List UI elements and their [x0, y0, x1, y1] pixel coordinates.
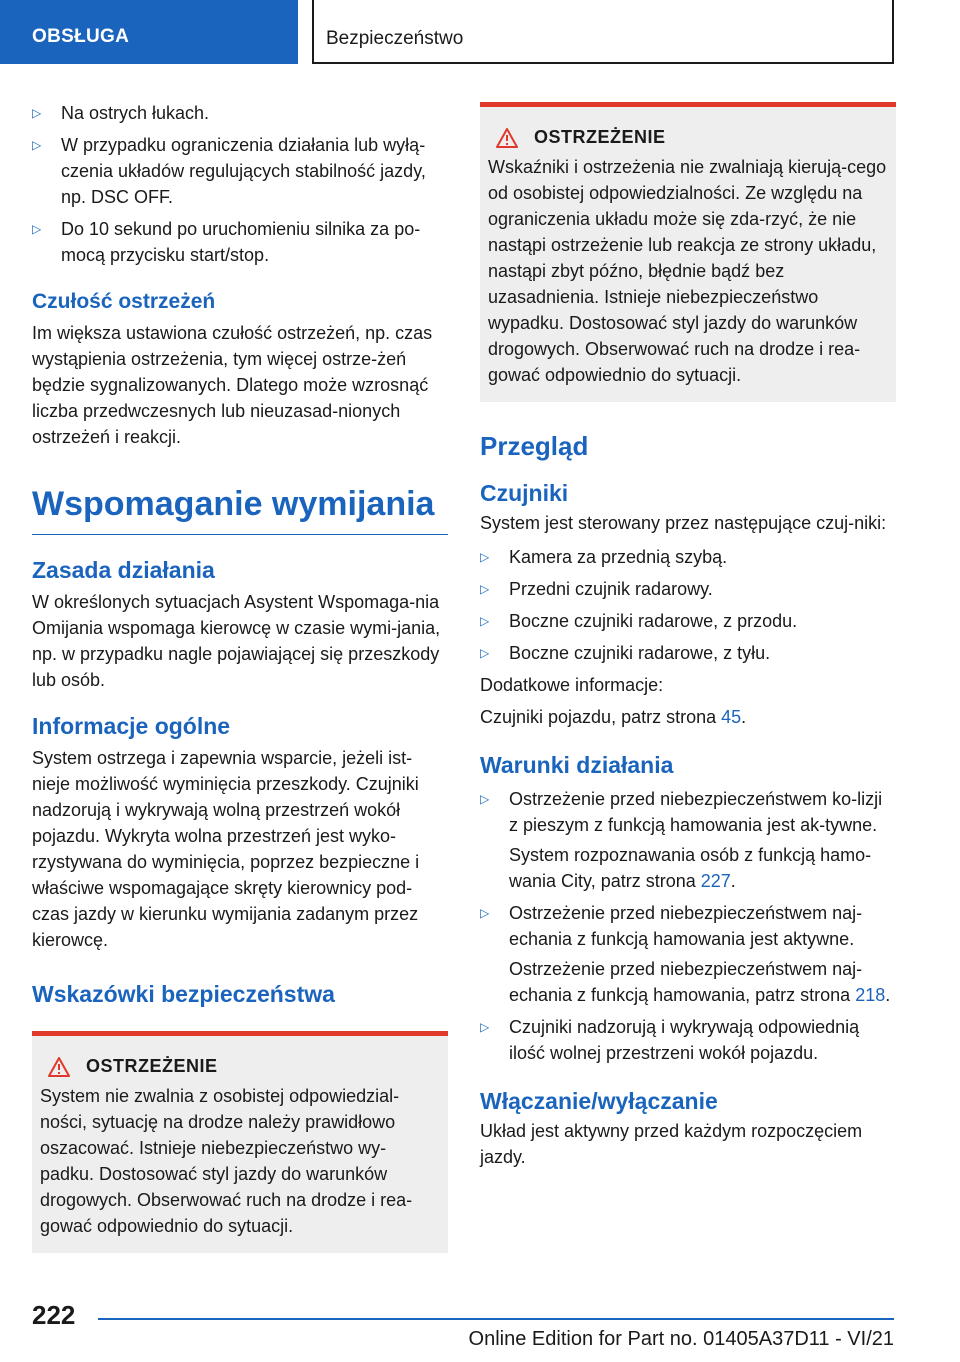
- triangle-bullet-icon: ▷: [480, 550, 490, 564]
- page-link-218[interactable]: 218: [855, 985, 886, 1005]
- warning-triangle-icon: [496, 128, 518, 148]
- section-heading-czulosc: Czułość ostrzeżeń: [32, 290, 216, 313]
- section-heading-wlaczanie: Włączanie/wyłączanie: [480, 1088, 718, 1114]
- triangle-bullet-icon: ▷: [32, 106, 42, 120]
- section-heading-przeglad: Przegląd: [480, 431, 589, 461]
- warning-title: OSTRZEŻENIE: [86, 1056, 218, 1076]
- warning-triangle-icon: [48, 1057, 70, 1077]
- czujniki-intro: System jest sterowany przez następujące czuj-niki:: [480, 513, 887, 533]
- page-number: 222: [32, 1300, 76, 1330]
- header-chapter-label: Bezpieczeństwo: [326, 28, 464, 49]
- triangle-bullet-icon: ▷: [480, 1020, 490, 1034]
- warning-text: System nie zwalnia z osobistej odpowiedzial-ności, sytuację na drodze należy prawidłowo oszacować. Istnieje niebezpieczeństwo wy-padku. Dostosować styl jazdy do warunków drogowych. Obserwować ruch na drodze i rea-gować odpowiednio do sytuacji.: [40, 1086, 413, 1236]
- left-column: [32, 100, 448, 1253]
- triangle-bullet-icon: ▷: [480, 646, 490, 660]
- conditions-list: [32, 100, 448, 268]
- conditions-list: [480, 786, 896, 1066]
- list-item: ▷ W przypadku ograniczenia działania lub wyłą-czenia układów regulujących stabilność jazdy, np. DSC OFF.: [32, 132, 448, 210]
- main-heading: Wspomaganie wymijania: [32, 484, 448, 535]
- triangle-bullet-icon: ▷: [480, 906, 490, 920]
- sensors-list: [480, 544, 896, 666]
- warning-header: [40, 1056, 440, 1077]
- additional-info-label: Dodatkowe informacje:: [480, 675, 664, 695]
- list-item: ▷ Czujniki nadzorują i wykrywają odpowiednią ilość wolnej przestrzeni wokół pojazdu.: [480, 1014, 896, 1066]
- warning-text: Wskaźniki i ostrzeżenia nie zwalniają kierują-cego od osobistej odpowiedzialności. Ze względu na ograniczenia układu może się zda-rzyć, że nie nastąpi ostrzeżenie lub reakcja ze strony układu, nastąpi zbyt późno, błędnie bądź bez uzasadnienia. Istnieje niebezpieczeństwo wypadku. Dostosować styl jazdy do warunków drogowych. Obserwować ruch na drodze i rea-gować odpowiednio do sytuacji.: [488, 157, 887, 385]
- wlaczanie-paragraph: Układ jest aktywny przed każdym rozpoczęciem jazdy.: [480, 1121, 863, 1167]
- list-item-reference: System rozpoznawania osób z funkcją hamo-wania City, patrz strona 227.: [509, 845, 872, 891]
- triangle-bullet-icon: ▷: [32, 222, 42, 236]
- triangle-bullet-icon: ▷: [480, 614, 490, 628]
- list-item: ▷ Ostrzeżenie przed niebezpieczeństwem ko-lizji z pieszym z funkcją hamowania jest ak-tywne. System rozpoznawania osób z funkcją hamo-wania City, patrz strona 227.: [480, 786, 896, 894]
- sensors-reference: Czujniki pojazdu, patrz strona 45.: [480, 707, 747, 727]
- header-section-label: OBSŁUGA: [32, 26, 130, 47]
- header-section-tab: [0, 0, 298, 64]
- warning-box: [480, 102, 896, 402]
- triangle-bullet-icon: ▷: [32, 138, 42, 152]
- footer-divider: [98, 1318, 894, 1320]
- czulosc-paragraph: Im większa ustawiona czułość ostrzeżeń, np. czas wystąpienia ostrzeżenia, tym więcej ostrze-żeń będzie sygnalizowanych. Dlatego może wzrosnąć liczba przedwczesnych lub nieuzasad-nionych ostrzeżeń i reakcji.: [32, 323, 433, 447]
- section-heading-warunki: Warunki działania: [480, 752, 674, 778]
- list-item: ▷ Boczne czujniki radarowe, z przodu.: [480, 608, 896, 634]
- page-link-227[interactable]: 227: [700, 871, 731, 891]
- info-paragraph: System ostrzega i zapewnia wsparcie, jeżeli ist-nieje możliwość wyminięcia przeszkody. Czujniki nadzorują i wykrywają wolną przestrzeń wokół pojazdu. Wykryta wolna przestrzeń jest wyko-rzystywana do wyminięcia, poprzez bezpieczne i właściwe wspomagające skręty kierownicy pod-czas jazdy w kierunku wymijania zadanym przez kierowcę.: [32, 748, 420, 950]
- list-item-reference: Ostrzeżenie przed niebezpieczeństwem naj-echania z funkcją hamowania, patrz strona 218.: [509, 959, 891, 1005]
- section-heading-zasada: Zasada działania: [32, 557, 215, 583]
- warning-header: [488, 127, 888, 148]
- list-item: ▷ Kamera za przednią szybą.: [480, 544, 896, 570]
- header-chapter-box: [312, 0, 894, 64]
- list-item: ▷ Ostrzeżenie przed niebezpieczeństwem naj-echania z funkcją hamowania jest aktywne. Ostrzeżenie przed niebezpieczeństwem naj-echania z funkcją hamowania, patrz strona 218.: [480, 900, 896, 1008]
- warning-box: [32, 1031, 448, 1253]
- triangle-bullet-icon: ▷: [480, 582, 490, 596]
- right-column: [480, 102, 896, 1170]
- section-heading-safety: Wskazówki bezpieczeństwa: [32, 981, 335, 1007]
- list-item: ▷ Boczne czujniki radarowe, z tyłu.: [480, 640, 896, 666]
- list-item: ▷ Przedni czujnik radarowy.: [480, 576, 896, 602]
- list-item: ▷ Na ostrych łukach.: [32, 100, 448, 126]
- list-item: ▷ Do 10 sekund po uruchomieniu silnika za po-mocą przycisku start/stop.: [32, 216, 448, 268]
- page-link-45[interactable]: 45: [721, 707, 742, 727]
- warning-title: OSTRZEŻENIE: [534, 127, 666, 147]
- triangle-bullet-icon: ▷: [480, 792, 490, 806]
- section-heading-info: Informacje ogólne: [32, 713, 231, 739]
- section-heading-czujniki: Czujniki: [480, 480, 569, 506]
- zasada-paragraph: W określonych sytuacjach Asystent Wspomaga-nia Omijania wspomaga kierowcę w czasie wymi-jania, np. w przypadku nagle pojawiającej się przeszkody lub osób.: [32, 592, 441, 690]
- footer-edition: Online Edition for Part no. 01405A37D11 - VI/21: [468, 1328, 894, 1350]
